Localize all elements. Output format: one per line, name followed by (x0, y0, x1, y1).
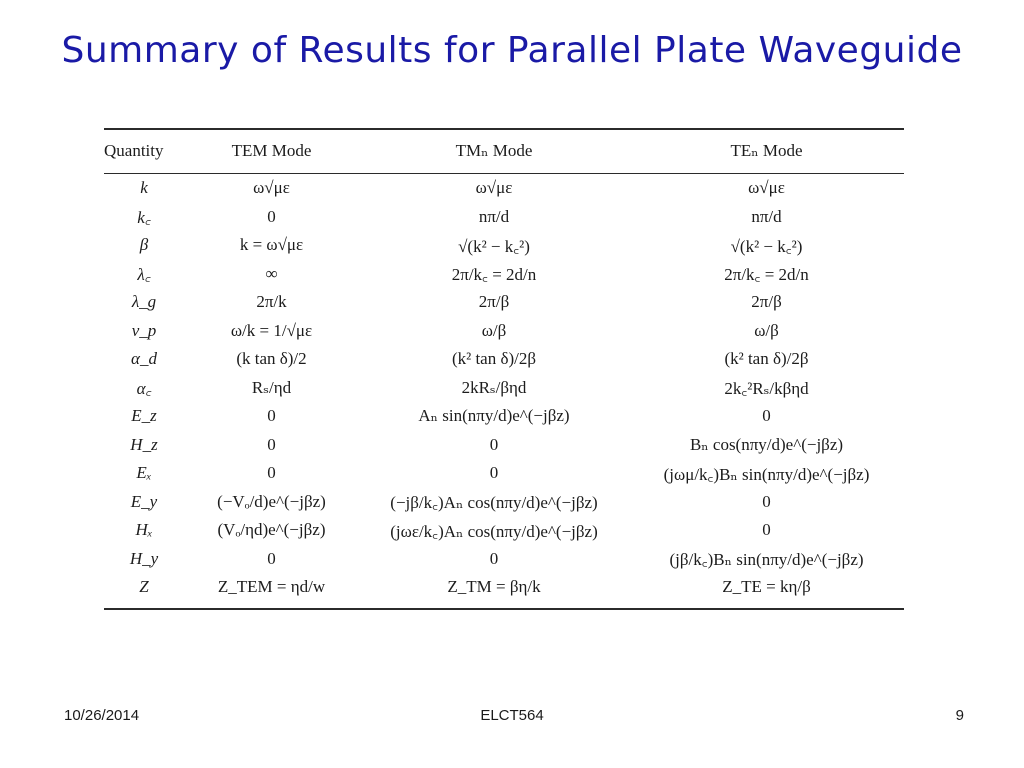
cell-tm: ω√με (475, 178, 513, 198)
footer-course: ELCT564 (480, 707, 544, 724)
slide-title: Summary of Results for Parallel Plate Waveguide (61, 30, 963, 71)
table-row (104, 516, 904, 545)
table-row (104, 231, 904, 260)
cell-tm: nπ/d (478, 206, 510, 226)
header-tem-mode: TEM Mode (231, 141, 312, 160)
results-table-container (104, 128, 904, 610)
cell-te: (jβ/k꜀)Bₙ sin(nπy/d)e^(−jβz) (669, 550, 864, 570)
cell-quantity: Hₓ (135, 520, 153, 540)
footer-page-number: 9 (955, 707, 964, 724)
cell-tm: (k² tan δ)/2β (451, 349, 537, 369)
cell-quantity: λ꜀ (137, 265, 151, 285)
cell-te: 2π/k꜀ = 2d/n (724, 265, 809, 285)
cell-tem: Rₛ/ηd (251, 377, 292, 397)
cell-quantity: Eₓ (136, 463, 152, 483)
table-row (104, 317, 904, 346)
cell-tem: (k tan δ)/2 (236, 349, 307, 369)
cell-tem: ω/k = 1/√με (230, 320, 313, 340)
cell-te: (k² tan δ)/2β (724, 349, 809, 369)
cell-te: Z_TE = kη/β (722, 577, 811, 597)
table-row (104, 203, 904, 232)
cell-quantity: λ_g (131, 292, 157, 312)
cell-tm: 2π/β (478, 292, 510, 312)
cell-tm: 2π/k꜀ = 2d/n (451, 265, 537, 285)
cell-quantity: k꜀ (137, 208, 151, 228)
cell-quantity: α_d (131, 349, 157, 369)
cell-tm: 0 (489, 463, 499, 483)
cell-quantity: α꜀ (136, 379, 152, 399)
cell-tem: k = ω√με (239, 235, 304, 255)
cell-quantity: E_z (131, 406, 157, 426)
cell-tem: 0 (267, 548, 276, 568)
cell-tm: 2kRₛ/βηd (461, 377, 527, 397)
cell-quantity: H_z (130, 434, 158, 454)
cell-tm: (−jβ/k꜀)Aₙ cos(nπy/d)e^(−jβz) (390, 493, 598, 513)
table-header-row (104, 130, 904, 172)
cell-tm: √(k² − k꜀²) (458, 236, 530, 256)
cell-tm: Aₙ sin(nπy/d)e^(−jβz) (418, 406, 570, 426)
table-row (104, 374, 904, 403)
table-row (104, 573, 904, 602)
cell-tm: Z_TM = βη/k (447, 577, 541, 597)
cell-quantity: β (139, 235, 149, 255)
cell-tem: 0 (267, 406, 276, 426)
table-row (104, 431, 904, 460)
cell-tem: Z_TEM = ηd/w (217, 577, 326, 597)
cell-tem: (Vₒ/ηd)e^(−jβz) (217, 520, 326, 540)
cell-te: √(k² − k꜀²) (730, 236, 803, 256)
cell-quantity: Z (139, 577, 149, 597)
cell-tm: ω/β (481, 320, 507, 340)
table-row (104, 288, 904, 317)
cell-tem: 2π/k (256, 292, 287, 312)
header-quantity: Quantity (104, 141, 164, 160)
cell-tm: (jωε/k꜀)Aₙ cos(nπy/d)e^(−jβz) (390, 521, 598, 541)
cell-tem: 0 (267, 463, 276, 483)
table-row (104, 345, 904, 374)
cell-te: 2k꜀²Rₛ/kβηd (724, 379, 809, 399)
table-row (104, 545, 904, 574)
cell-te: 0 (762, 491, 771, 511)
cell-quantity: H_y (129, 548, 159, 568)
table-row (104, 459, 904, 488)
cell-te: 2π/β (751, 292, 782, 312)
cell-te: ω√με (748, 178, 785, 198)
header-te-mode: TEₙ Mode (730, 141, 803, 160)
cell-quantity: k (140, 178, 148, 198)
cell-tem: 0 (267, 434, 276, 454)
results-table (104, 130, 904, 172)
table-row (104, 488, 904, 517)
cell-tem: 0 (267, 206, 276, 226)
results-table-body (104, 174, 904, 602)
cell-te: Bₙ cos(nπy/d)e^(−jβz) (689, 434, 844, 454)
cell-quantity: E_y (130, 491, 158, 511)
cell-te: ω/β (754, 320, 779, 340)
table-bottom-rule (104, 608, 904, 610)
cell-tem: ∞ (265, 263, 278, 283)
table-row (104, 402, 904, 431)
cell-tem: ω√με (253, 178, 290, 198)
cell-quantity: v_p (131, 320, 157, 340)
cell-te: 0 (762, 406, 771, 426)
cell-tem: (−Vₒ/d)e^(−jβz) (217, 491, 326, 511)
cell-te: 0 (762, 520, 771, 540)
cell-tm: 0 (489, 548, 499, 568)
table-row (104, 260, 904, 289)
header-tm-mode: TMₙ Mode (455, 141, 533, 160)
table-row (104, 174, 904, 203)
cell-te: nπ/d (751, 206, 782, 226)
footer-date: 10/26/2014 (64, 707, 140, 724)
cell-te: (jωμ/k꜀)Bₙ sin(nπy/d)e^(−jβz) (663, 464, 870, 484)
cell-tm: 0 (489, 434, 499, 454)
